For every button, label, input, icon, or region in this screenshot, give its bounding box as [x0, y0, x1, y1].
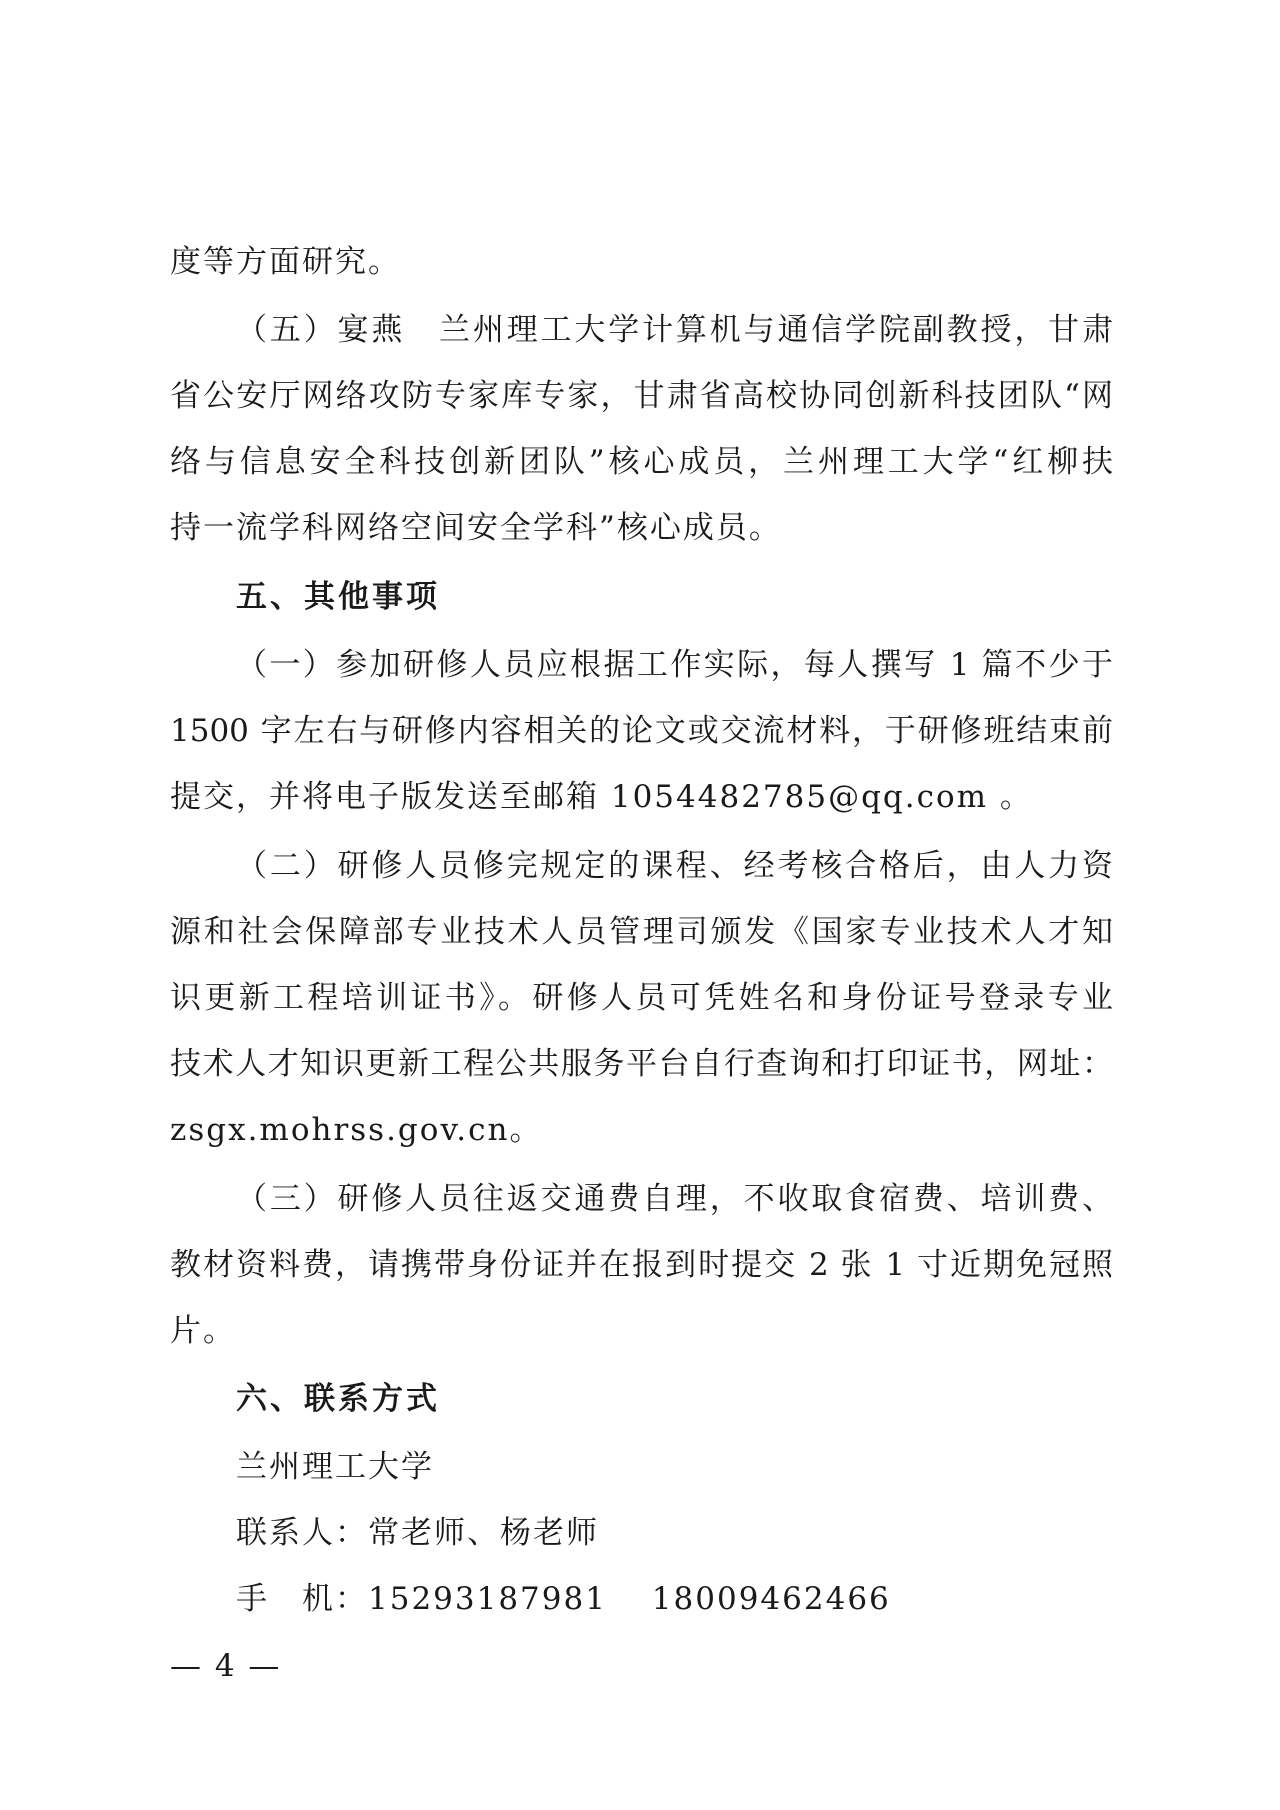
paragraph-line: 源和社会保障部专业技术人员管理司颁发《国家专业技术人才知 [170, 914, 1113, 950]
paragraph-line: （二）研修人员修完规定的课程、经考核合格后，由人力资 [236, 848, 1113, 884]
paragraph-line: 教材资料费，请携带身份证并在报到时提交 2 张 1 寸近期免冠照 [170, 1247, 1113, 1283]
paragraph-line: 提交，并将电子版发送至邮箱 1054482785@qq.com 。 [170, 779, 1033, 815]
paragraph-line: zsgx.mohrss.gov.cn。 [170, 1112, 543, 1148]
paragraph-line: 1500 字左右与研修内容相关的论文或交流材料，于研修班结束前 [170, 713, 1113, 749]
paragraph-line: 度等方面研究。 [170, 244, 401, 280]
paragraph-line: 络与信息安全科技创新团队”核心成员，兰州理工大学“红柳扶 [170, 444, 1113, 480]
paragraph-line: 持一流学科网络空间安全学科”核心成员。 [170, 510, 782, 546]
paragraph-line: （一）参加研修人员应根据工作实际，每人撰写 1 篇不少于 [236, 647, 1113, 683]
contact-phone: 手 机：15293187981 18009462466 [236, 1581, 891, 1617]
paragraph-line: （三）研修人员往返交通费自理，不收取食宿费、培训费、 [236, 1181, 1113, 1217]
paragraph-line: 技术人才知识更新工程公共服务平台自行查询和打印证书，网址： [170, 1046, 1113, 1082]
section-heading: 五、其他事项 [236, 579, 440, 615]
section-heading: 六、联系方式 [236, 1381, 440, 1417]
contact-organization: 兰州理工大学 [236, 1449, 434, 1485]
contact-person: 联系人：常老师、杨老师 [236, 1515, 599, 1551]
page-number: — 4 — [170, 1648, 282, 1684]
paragraph-line: 省公安厅网络攻防专家库专家，甘肃省高校协同创新科技团队“网 [170, 378, 1113, 414]
paragraph-line: （五）宴燕 兰州理工大学计算机与通信学院副教授，甘肃 [236, 312, 1113, 348]
paragraph-line: 片。 [170, 1313, 236, 1349]
paragraph-line: 识更新工程培训证书》。研修人员可凭姓名和身份证号登录专业 [170, 980, 1113, 1016]
